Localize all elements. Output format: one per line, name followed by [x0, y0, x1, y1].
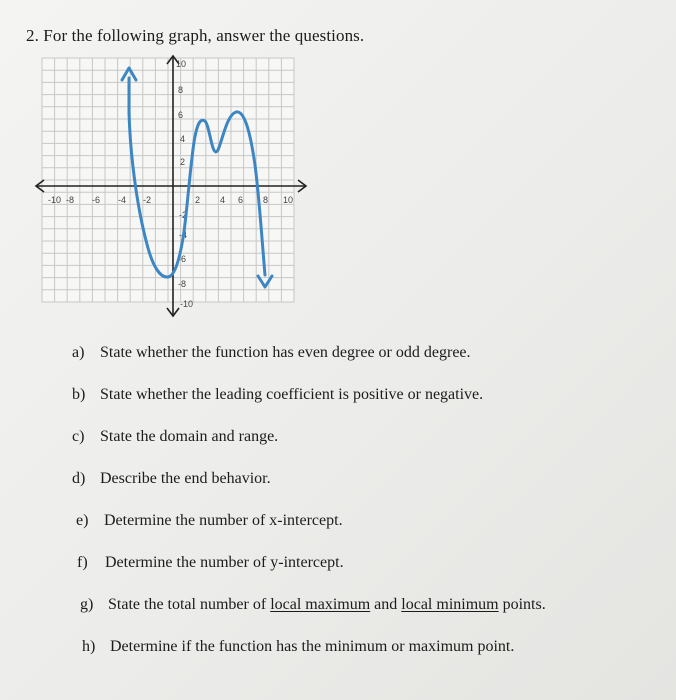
part-letter: g) [80, 596, 94, 613]
part-letter: e) [76, 512, 89, 529]
question-part-a [72, 344, 471, 362]
part-letter: d) [72, 470, 86, 487]
part-letter: c) [72, 428, 85, 445]
part-letter: a) [72, 344, 85, 361]
underlined-local-maximum: local maximum [270, 596, 371, 613]
part-text: Determine the number of x-intercept. [104, 512, 343, 529]
y-tick-label: -8 [178, 279, 187, 289]
y-tick-label: -6 [178, 254, 187, 264]
part-text-pre: State the total number of [108, 596, 267, 613]
x-tick-label: -2 [143, 195, 152, 205]
y-tick-label: 8 [178, 85, 184, 95]
part-text: State the domain and range. [100, 428, 279, 445]
part-letter: f) [77, 554, 88, 571]
question-part-e [76, 512, 343, 530]
question-part-b [72, 386, 483, 404]
y-tick-label: 6 [178, 110, 184, 120]
x-tick-label: 6 [238, 195, 244, 205]
y-tick-label: -2 [179, 210, 188, 220]
x-tick-label: 2 [195, 195, 201, 205]
part-text-post: points. [502, 596, 546, 613]
part-text: State whether the leading coefficient is positive or negative. [100, 386, 484, 403]
x-tick-label: -10 [48, 195, 62, 205]
x-tick-label: -4 [118, 195, 127, 205]
x-tick-label: 8 [263, 195, 269, 205]
x-tick-label: -6 [92, 195, 101, 205]
y-tick-label: 2 [180, 157, 186, 167]
part-letter: h) [82, 638, 96, 655]
part-text: Determine the number of y-intercept. [105, 554, 344, 571]
x-tick-label: -8 [66, 195, 75, 205]
y-tick-label: 10 [176, 59, 187, 69]
part-text: Determine if the function has the minimum or maximum point. [110, 638, 515, 655]
x-tick-label: 10 [283, 195, 294, 205]
underlined-local-minimum: local minimum [401, 596, 499, 613]
y-tick-label: 4 [180, 134, 186, 144]
question-part-f [77, 554, 344, 572]
x-tick-label: 4 [220, 195, 226, 205]
question-title: 2. For the following graph, answer the questions. [26, 26, 365, 45]
question-part-c [72, 428, 278, 446]
question-part-g [80, 596, 546, 614]
part-letter: b) [72, 386, 86, 403]
part-text: State whether the function has even degree or odd degree. [100, 344, 471, 361]
part-text: Describe the end behavior. [100, 470, 271, 487]
part-text-mid: and [374, 596, 398, 613]
question-part-d [72, 470, 271, 488]
y-tick-label: -4 [179, 230, 188, 240]
question-part-h [82, 638, 514, 656]
y-tick-label: -10 [180, 299, 194, 309]
